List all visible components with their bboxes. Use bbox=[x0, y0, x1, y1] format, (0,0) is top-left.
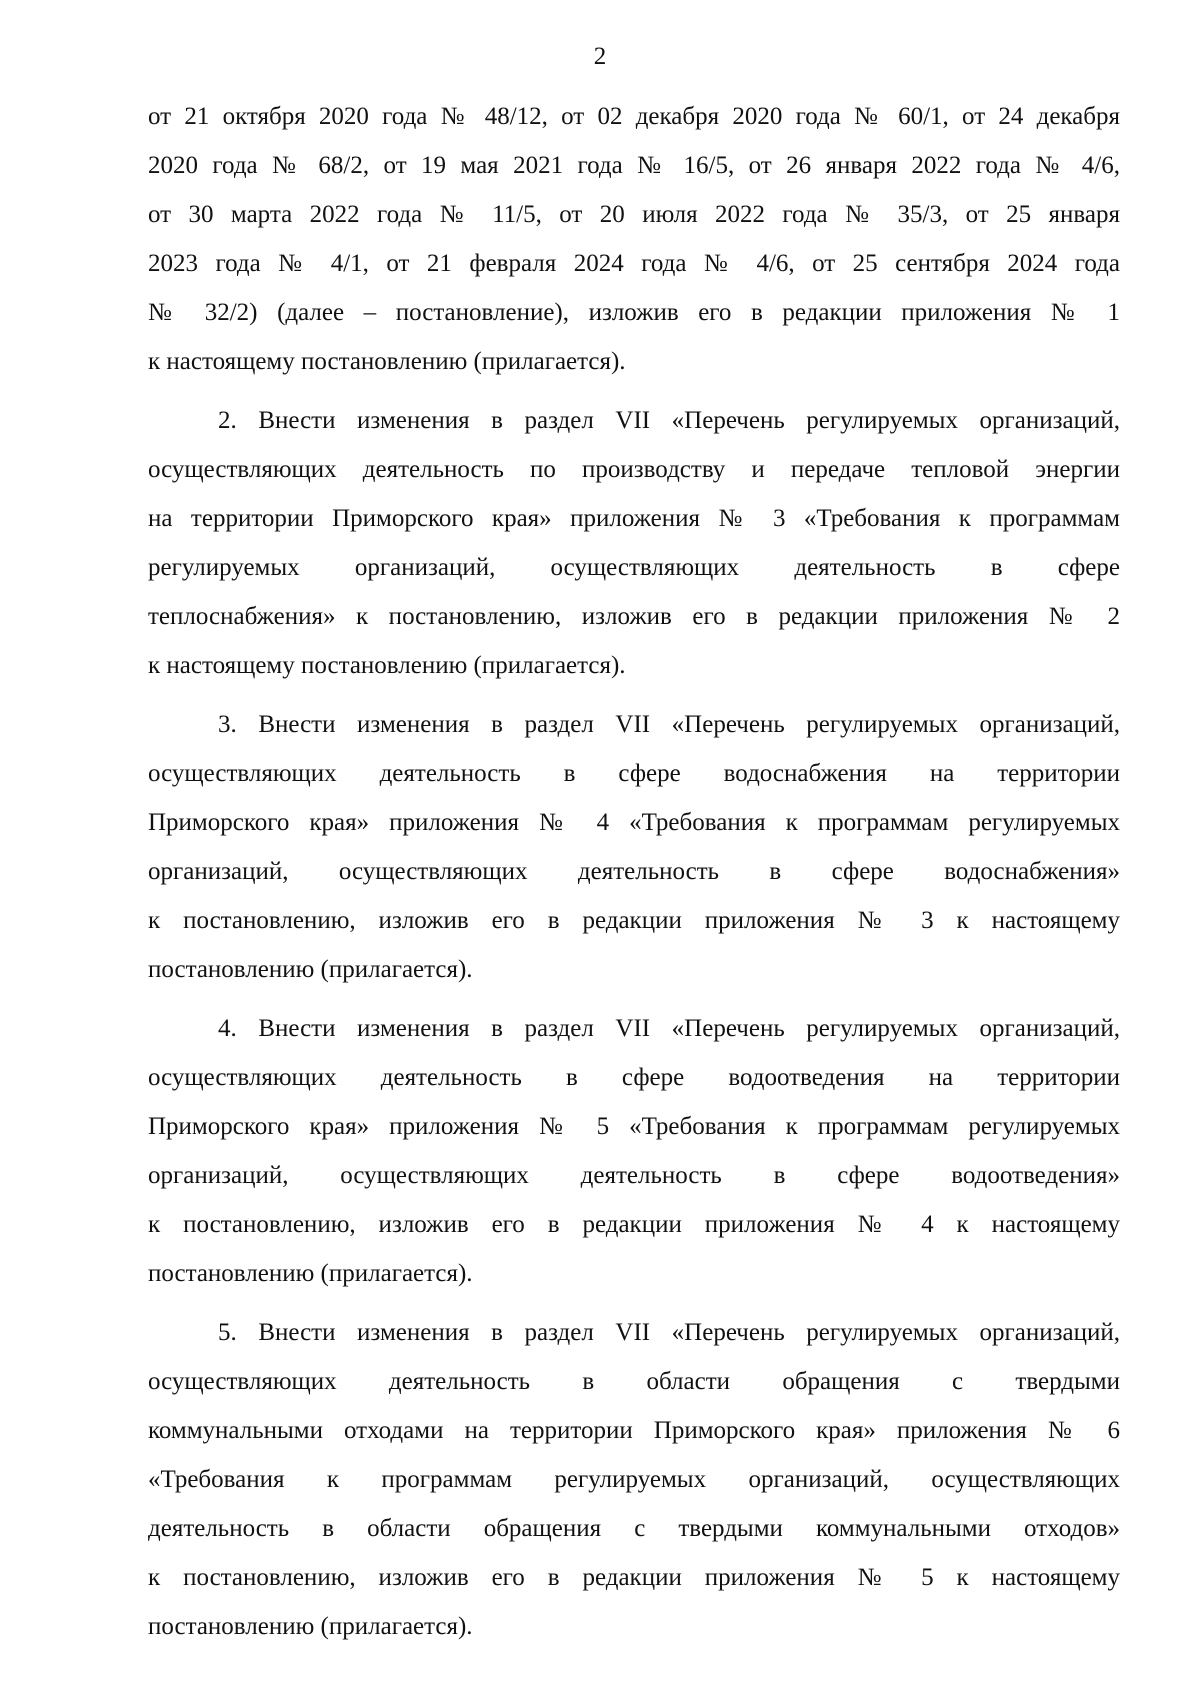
paragraph-2 bbox=[148, 396, 1120, 690]
text-line: осуществляющих деятельность в сфере водоснабжения на территории bbox=[148, 760, 1120, 787]
text-line: «Требования к программам регулируемых организаций, осуществляющих bbox=[148, 1466, 1120, 1493]
text-line: осуществляющих деятельность в сфере водоотведения на территории bbox=[148, 1064, 1120, 1091]
paragraph-gap bbox=[148, 1298, 1120, 1308]
text-line: к постановлению, изложив его в редакции приложения № 3 к настоящему bbox=[148, 907, 1120, 934]
text-line: 5. Внести изменения в раздел VII «Перечень регулируемых организаций, bbox=[218, 1319, 1120, 1346]
text-line: от 21 октября 2020 года № 48/12, от 02 декабря 2020 года № 60/1, от 24 декабря bbox=[148, 103, 1120, 130]
text-line: постановлению (прилагается). bbox=[148, 1260, 473, 1287]
paragraph-4 bbox=[148, 1004, 1120, 1298]
text-line: организаций, осуществляющих деятельность в сфере водоотведения» bbox=[148, 1162, 1120, 1189]
text-line: к настоящему постановлению (прилагается). bbox=[148, 348, 626, 375]
text-line: 4. Внести изменения в раздел VII «Перечень регулируемых организаций, bbox=[218, 1015, 1120, 1042]
text-line: Приморского края» приложения № 5 «Требования к программам регулируемых bbox=[148, 1113, 1120, 1140]
text-line: регулируемых организаций, осуществляющих деятельность в сфере bbox=[148, 554, 1120, 581]
text-line: 3. Внести изменения в раздел VII «Перечень регулируемых организаций, bbox=[218, 711, 1120, 738]
text-line: № 32/2) (далее – постановление), изложив его в редакции приложения № 1 bbox=[148, 299, 1120, 326]
document-body bbox=[148, 92, 1120, 1651]
text-line: теплоснабжения» к постановлению, изложив его в редакции приложения № 2 bbox=[148, 603, 1120, 630]
paragraph-3 bbox=[148, 700, 1120, 994]
paragraph-gap bbox=[148, 386, 1120, 396]
text-line: к постановлению, изложив его в редакции приложения № 5 к настоящему bbox=[148, 1564, 1120, 1591]
paragraph-1-continuation bbox=[148, 92, 1120, 386]
text-line: осуществляющих деятельность по производству и передаче тепловой энергии bbox=[148, 456, 1120, 483]
text-line: к настоящему постановлению (прилагается). bbox=[148, 652, 626, 679]
text-line: от 30 марта 2022 года № 11/5, от 20 июля 2022 года № 35/3, от 25 января bbox=[148, 201, 1120, 228]
text-line: организаций, осуществляющих деятельность в сфере водоснабжения» bbox=[148, 858, 1120, 885]
text-line: 2020 года № 68/2, от 19 мая 2021 года № 16/5, от 26 января 2022 года № 4/6, bbox=[148, 152, 1120, 179]
page-number: 2 bbox=[593, 43, 607, 70]
text-line: осуществляющих деятельность в области обращения с твердыми bbox=[148, 1368, 1120, 1395]
paragraph-gap bbox=[148, 690, 1120, 700]
text-line: постановлению (прилагается). bbox=[148, 956, 473, 983]
text-line: на территории Приморского края» приложения № 3 «Требования к программам bbox=[148, 505, 1120, 532]
paragraph-gap bbox=[148, 994, 1120, 1004]
text-line: деятельность в области обращения с твердыми коммунальными отходов» bbox=[148, 1515, 1120, 1542]
text-line: постановлению (прилагается). bbox=[148, 1613, 473, 1640]
text-line: Приморского края» приложения № 4 «Требования к программам регулируемых bbox=[148, 809, 1120, 836]
paragraph-5 bbox=[148, 1308, 1120, 1651]
text-line: 2023 года № 4/1, от 21 февраля 2024 года № 4/6, от 25 сентября 2024 года bbox=[148, 250, 1120, 277]
text-line: к постановлению, изложив его в редакции приложения № 4 к настоящему bbox=[148, 1211, 1120, 1238]
text-line: коммунальными отходами на территории Приморского края» приложения № 6 bbox=[148, 1417, 1120, 1444]
text-line: 2. Внести изменения в раздел VII «Перечень регулируемых организаций, bbox=[218, 407, 1120, 434]
